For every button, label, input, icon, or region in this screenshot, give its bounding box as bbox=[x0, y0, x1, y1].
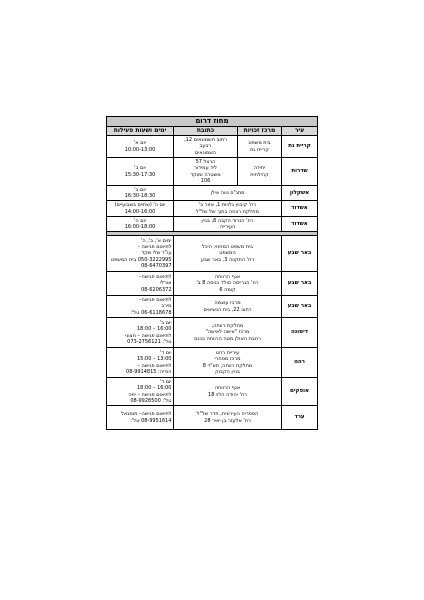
hours-cell: לתיאום פגישה– אורלי 08-6206372 bbox=[107, 272, 174, 296]
hours-cell: לתיאום פגישה– מירב 06-6118678 טל': bbox=[107, 296, 174, 318]
table-title-row bbox=[107, 117, 318, 127]
table-row bbox=[107, 201, 318, 217]
hours-cell: יום ה' (שתיים בשבועיים) 14:00-16:00 bbox=[107, 201, 174, 217]
header-hours: ימים ושעות פעילות bbox=[107, 127, 174, 136]
city-cell: דימונה bbox=[282, 318, 318, 348]
city-cell: ערד bbox=[282, 406, 318, 430]
address-cell: אגף הרווחה רח' הגרייסה סולד כניסה 8 ב' קומה 6 bbox=[174, 272, 282, 296]
city-cell: רהט bbox=[282, 348, 318, 378]
city-cell: אופקים bbox=[282, 378, 318, 406]
hours-cell: יום ד' 13:00 – 15:00 לתיאום פגישה – הודיה: 08-9914815 bbox=[107, 348, 174, 378]
table-row bbox=[107, 186, 318, 201]
city-cell: שדרות bbox=[282, 158, 318, 186]
hours-cell: יום ב' 16:30-18:30 bbox=[107, 186, 174, 201]
table-row bbox=[107, 318, 318, 348]
address-cell: הרצל 57 ליד עמידור משטרה ומוקד 106 bbox=[174, 158, 238, 186]
table-row bbox=[107, 217, 318, 232]
table-row bbox=[107, 136, 318, 158]
city-cell: אשקלון bbox=[282, 186, 318, 201]
hours-cell: יום א' 10:00-13:00 bbox=[107, 136, 174, 158]
hours-cell: יום ב' 15:30-17:30 bbox=[107, 158, 174, 186]
center-cell: יחידה קהילתית bbox=[238, 158, 282, 186]
city-cell: באר שבע bbox=[282, 236, 318, 272]
header-center: מרכז זכויות bbox=[238, 127, 282, 136]
center-cell: מתנ"ס נווה אילן bbox=[174, 186, 282, 201]
address-cell: מרכז עוצמה רחוב 22, בית הנשיאים bbox=[174, 296, 282, 318]
table-row bbox=[107, 378, 318, 406]
header-address: כתובת bbox=[174, 127, 238, 136]
address-cell: רחוב חשמונאים 12, רבעב השמונאים bbox=[174, 136, 238, 158]
table-row bbox=[107, 158, 318, 186]
header-city: עיר bbox=[282, 127, 318, 136]
address-cell: הספריה העירונית, חדר של"ל רח' אלעזר בן יאיר 28 bbox=[174, 406, 282, 430]
hours-cell: יום ה' 16:00-18:00 bbox=[107, 217, 174, 232]
document-page bbox=[107, 116, 318, 430]
city-cell: אשדוד bbox=[282, 217, 318, 232]
center-cell: בית משפט קריית גת bbox=[238, 136, 282, 158]
address-cell: עיריית רהט מרכז מסחרי מחלקת רווחה, תא"ד 8 בניין הקבוק bbox=[174, 348, 282, 378]
city-cell: באר שבע bbox=[282, 272, 318, 296]
table-row bbox=[107, 272, 318, 296]
city-cell: קריית גת bbox=[282, 136, 318, 158]
hours-cell: יום ד' 16:00 – 18:00 לתיאום פגישה – יפה טל': 08-9928500 bbox=[107, 378, 174, 406]
table-row bbox=[107, 406, 318, 430]
address-cell: אגף הרווחה רח' יהודה הלוי 18 bbox=[174, 378, 282, 406]
table-row bbox=[107, 348, 318, 378]
hours-cell: ימים א', ב', ה' לתיאום פגישה – עו"ד שלי שקד 050-3222995 בית המשפט 08-6470397 bbox=[107, 236, 174, 272]
table-title: מחוז דרום bbox=[107, 117, 318, 127]
address-cell: בית משפט המחוזי, היכל המשפט רח' התקווה 3, באר שבע bbox=[174, 236, 282, 272]
table-row bbox=[107, 236, 318, 272]
hours-cell: יום ב' 16:00 – 18:00 לתיאום פגישה – חצוני טל': 073-2756121 bbox=[107, 318, 174, 348]
table-row bbox=[107, 296, 318, 318]
table-header-row bbox=[107, 127, 318, 136]
address-cell: מחלקת רווחה, מרכז "אישה לאישה" רחבת האולן מטה הרווחה בכנס bbox=[174, 318, 282, 348]
centers-table bbox=[106, 116, 318, 430]
hours-cell: לתיאום פגישה– תומגאל 08-9951614 טל': bbox=[107, 406, 174, 430]
center-cell: רח' קיבוץ גלויות 1, אזור ב' מחלקת רווחה בתוך של של"ל bbox=[174, 201, 282, 217]
center-cell: רח' הנרוד הקבה 8, בניין העירייה bbox=[174, 217, 282, 232]
city-cell: אשדוד bbox=[282, 201, 318, 217]
city-cell: באר שבע bbox=[282, 296, 318, 318]
